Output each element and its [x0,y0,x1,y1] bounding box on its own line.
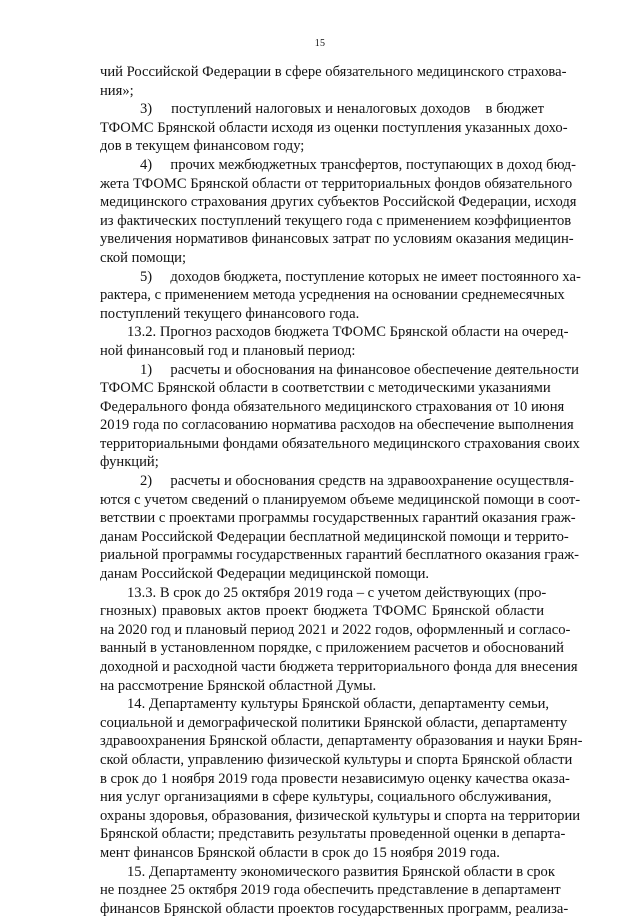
text-line: дов в текущем финансовом году; [100,138,305,155]
text-line: 5) доходов бюджета, поступление которых не имеет постоянного ха- [140,268,581,285]
text-line: охраны здоровья, образования, физической культуры и спорта на территории [100,807,581,824]
text-line: ТФОМС Брянской области исходя из оценки поступления указанных дохо- [100,119,568,136]
text-line: данам Российской Федерации бесплатной медицинской помощи и террито- [100,528,569,545]
text-line: мент финансов Брянской области в срок до 15 ноября 2019 года. [100,844,500,861]
text-line: здравоохранения Брянской области, департаменту образования и науки Брян- [100,733,583,750]
text-line: 14. Департаменту культуры Брянской области, департаменту семьи, [127,696,550,713]
text-line: 4) прочих межбюджетных трансфертов, поступающих в доход бюд- [140,156,577,173]
text-line: поступлений текущего финансового года. [100,305,360,322]
text-line: в срок до 1 ноября 2019 года провести независимую оценку качества оказа- [100,770,570,787]
text-line: на 2020 год и плановый период 2021 и 2022 годов, оформленный и согласо- [100,621,571,638]
text-line: 1) расчеты и обоснования на финансовое обеспечение деятельности [140,361,579,378]
text-line: данам Российской Федерации медицинской помощи. [100,566,430,583]
page-number: 15 [314,38,326,49]
text-line: из фактических поступлений текущего года с применением коэффициентов [100,212,572,229]
text-line: ния услуг организациями в сфере культуры, социального обслуживания, [100,789,552,806]
text-line: функций; [100,454,159,471]
text-line: ветствии с проектами программы государственных гарантий оказания граж- [100,510,576,527]
text-line: Федерального фонда обязательного медицинского страхования от 10 июня [100,398,565,415]
text-line: увеличения нормативов финансовых затрат по условиям оказания медицин- [100,231,574,248]
text-line: ной финансовый год и плановый период: [100,342,356,359]
text-line: на рассмотрение Брянской областной Думы. [100,677,377,694]
text-line: финансов Брянской области проектов государственных программ, реализа- [100,900,569,917]
text-line: 2) расчеты и обоснования средств на здравоохранение осуществля- [140,473,574,490]
text-line: ской области, управлению физической культуры и спорта Брянской области [100,751,573,768]
text-line: Брянской области; представить результаты проведенной оценки в департа- [100,826,566,843]
document-body [100,63,583,918]
text-line: чий Российской Федерации в сфере обязательного медицинского страхова- [100,64,567,80]
text-line: не позднее 25 октября 2019 года обеспечить представление в департамент [100,882,561,899]
text-line: ванный в установленном порядке, с приложением расчетов и обоснований [100,640,564,657]
text-line: территориальными фондами обязательного медицинского страхования своих [100,435,580,452]
text-line: ния»; [100,82,134,99]
text-line: социальной и демографической политики Брянской области, департаменту [100,714,568,731]
text-line: доходной и расходной части бюджета территориального фонда для внесения [100,659,578,675]
text-line: медицинского страхования других субъектов Российской Федерации, исходя [100,194,577,211]
text-line: рактера, с применением метода усреднения на основании среднемесячных [100,287,565,304]
text-line: жета ТФОМС Брянской области от территориальных фондов обязательного [100,175,573,192]
text-line: риальной программы государственных гарантий бесплатного оказания граж- [100,547,580,564]
text-line: 13.2. Прогноз расходов бюджета ТФОМС Брянской области на очеред- [127,324,569,341]
text-line: 13.3. В срок до 25 октября 2019 года – с учетом действующих (про- [127,584,547,601]
text-line: ются с учетом сведений о планируемом объеме медицинской помощи в соот- [100,491,581,508]
text-line: ской помощи; [100,249,187,266]
text-line: 2019 года по согласованию норматива расходов на обеспечение выполнения [100,417,574,434]
text-line: 3) поступлений налоговых и неналоговых доходов в бюджет [140,101,544,118]
text-line: гнозных) правовых актов проект бюджета ТФОМС Брянской области [100,603,544,620]
text-line: 15. Департаменту экономического развития Брянской области в срок [127,863,555,880]
text-line: ТФОМС Брянской области в соответствии с методическими указаниями [100,380,551,397]
